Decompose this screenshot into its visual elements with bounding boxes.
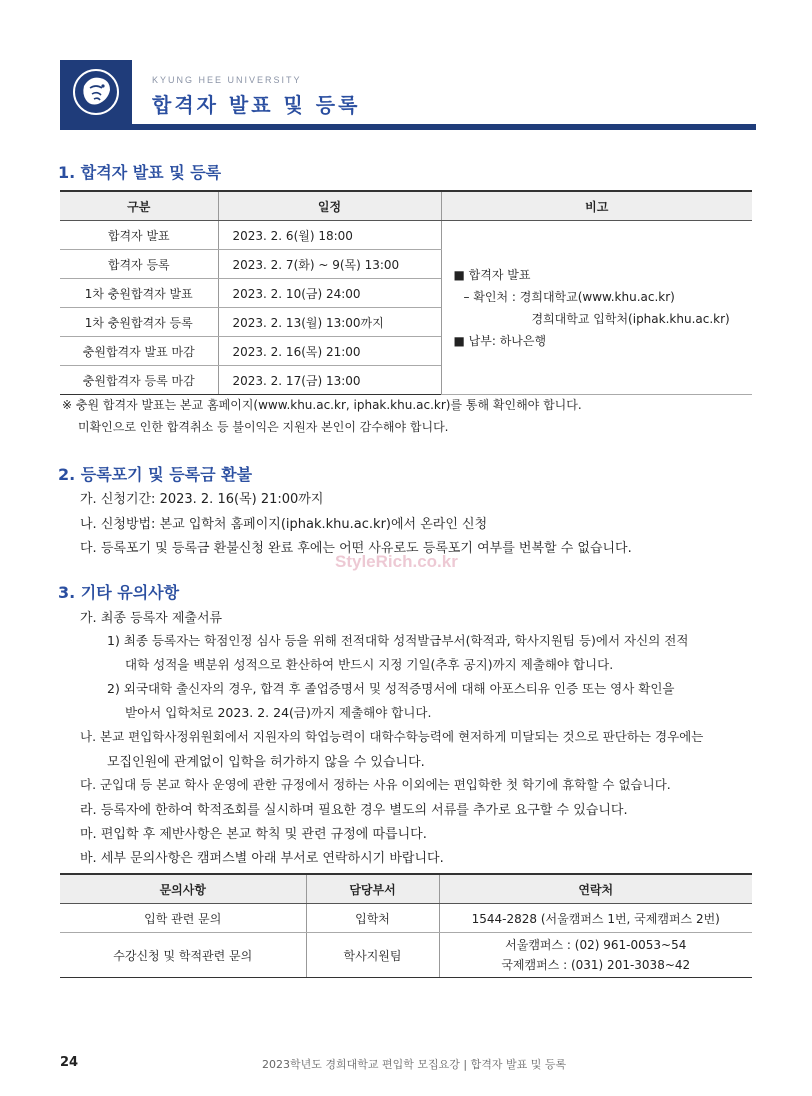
remark-line: ■ 납부: 하나은행: [453, 333, 547, 348]
category-cell: 충원합격자 등록 마감: [60, 366, 218, 395]
remark-line: 경희대학교 입학처(iphak.khu.ac.kr): [531, 311, 730, 326]
column-header: 담당부서: [306, 874, 439, 904]
section-3-item: 바. 세부 문의사항은 캠퍼스별 아래 부서로 연락하시기 바랍니다.: [80, 851, 444, 866]
column-header: 구분: [60, 191, 218, 221]
category-cell: 1차 충원합격자 발표: [60, 279, 218, 308]
university-name: KYUNG HEE UNIVERSITY: [152, 75, 302, 85]
contact-table: [60, 873, 752, 978]
column-header: 비고: [441, 191, 752, 221]
lion-emblem-icon: [70, 66, 122, 118]
footer-text: 2023학년도 경희대학교 편입학 모집요강 | 합격자 발표 및 등록: [262, 1058, 567, 1071]
remarks-cell: [441, 221, 752, 395]
table-row: [60, 221, 752, 250]
section-3-item: 라. 등록자에 한하여 학적조회를 실시하며 필요한 경우 별도의 서류를 추가로 요구할 수 있습니다.: [80, 803, 628, 818]
remark-line: ■ 합격자 발표: [453, 267, 531, 282]
column-header: 일정: [218, 191, 441, 221]
topic-cell: 수강신청 및 학적관련 문의: [60, 933, 306, 978]
dept-cell: 학사지원팀: [306, 933, 439, 978]
schedule-cell: 2023. 2. 6(월) 18:00: [218, 221, 441, 250]
section-3-subitem: 2) 외국대학 출신자의 경우, 합격 후 졸업증명서 및 성적증명서에 대해 아포스티유 인증 또는 영사 확인을: [107, 681, 675, 696]
section-2-title: 2. 등록포기 및 등록금 환불: [58, 465, 253, 484]
section-2-item: 가. 신청기간: 2023. 2. 16(목) 21:00까지: [80, 492, 324, 507]
schedule-cell: 2023. 2. 10(금) 24:00: [218, 279, 441, 308]
phone-cell: 1544-2828 (서울캠퍼스 1번, 국제캠퍼스 2번): [439, 904, 752, 933]
section-1-note: [62, 394, 582, 438]
schedule-cell: 2023. 2. 16(목) 21:00: [218, 337, 441, 366]
dept-cell: 입학처: [306, 904, 439, 933]
section-3-subitem: 받아서 입학처로 2023. 2. 24(금)까지 제출해야 합니다.: [125, 705, 432, 720]
section-3-item: 나. 본교 편입학사정위원회에서 지원자의 학업능력이 대학수학능력에 현저하게 미달되는 것으로 판단하는 경우에는: [80, 729, 704, 744]
table-row: [60, 904, 752, 933]
page-title: 합격자 발표 및 등록: [152, 93, 361, 117]
section-3-subitem: 1) 최종 등록자는 학점인정 심사 등을 위해 전적대학 성적발급부서(학적과, 학사지원팀 등)에서 자신의 전적: [107, 633, 689, 648]
table-header-row: [60, 191, 752, 221]
page-header: [0, 0, 812, 130]
note-line: ※ 충원 합격자 발표는 본교 홈페이지(www.khu.ac.kr, iphak.khu.ac.kr)를 통해 확인해야 합니다.: [62, 398, 582, 412]
phone-cell: [439, 933, 752, 978]
section-2-item: 다. 등록포기 및 등록금 환불신청 완료 후에는 어떤 사유로도 등록포기 여부를 번복할 수 없습니다.: [80, 541, 632, 556]
schedule-cell: 2023. 2. 17(금) 13:00: [218, 366, 441, 395]
schedule-cell: 2023. 2. 7(화) ~ 9(목) 13:00: [218, 250, 441, 279]
section-3-subitem: 대학 성적을 백분위 성적으로 환산하여 반드시 지정 기일(추후 공지)까지 제출해야 합니다.: [125, 657, 614, 672]
category-cell: 1차 충원합격자 등록: [60, 308, 218, 337]
phone-line: 국제캠퍼스 : (031) 201-3038~42: [501, 958, 691, 972]
university-logo: [60, 60, 132, 124]
section-3-item: 가. 최종 등록자 제출서류: [80, 611, 223, 626]
schedule-cell: 2023. 2. 13(월) 13:00까지: [218, 308, 441, 337]
table-header-row: [60, 874, 752, 904]
page-number: 24: [60, 1055, 79, 1070]
remark-line: – 확인처 : 경희대학교(www.khu.ac.kr): [463, 289, 675, 304]
section-2-item: 나. 신청방법: 본교 입학처 홈페이지(iphak.khu.ac.kr)에서 온라인 신청: [80, 517, 488, 532]
phone-line: 서울캠퍼스 : (02) 961-0053~54: [505, 938, 687, 952]
section-1-title: 1. 합격자 발표 및 등록: [58, 163, 222, 182]
category-cell: 충원합격자 발표 마감: [60, 337, 218, 366]
column-header: 문의사항: [60, 874, 306, 904]
note-line: 미확인으로 인한 합격취소 등 불이익은 지원자 본인이 감수해야 합니다.: [78, 420, 449, 434]
header-rule: [60, 124, 756, 130]
section-3-item: 모집인원에 관계없이 입학을 허가하지 않을 수 있습니다.: [107, 755, 425, 770]
column-header: 연락처: [439, 874, 752, 904]
category-cell: 합격자 발표: [60, 221, 218, 250]
schedule-table: [60, 190, 752, 395]
section-3-item: 마. 편입학 후 제반사항은 본교 학칙 및 관련 규정에 따릅니다.: [80, 827, 427, 842]
watermark: StyleRich.co.kr: [335, 552, 458, 571]
topic-cell: 입학 관련 문의: [60, 904, 306, 933]
table-row: [60, 933, 752, 978]
category-cell: 합격자 등록: [60, 250, 218, 279]
section-3-title: 3. 기타 유의사항: [58, 583, 180, 602]
section-3-item: 다. 군입대 등 본교 학사 운영에 관한 규정에서 정하는 사유 이외에는 편입학한 첫 학기에 휴학할 수 없습니다.: [80, 777, 671, 792]
